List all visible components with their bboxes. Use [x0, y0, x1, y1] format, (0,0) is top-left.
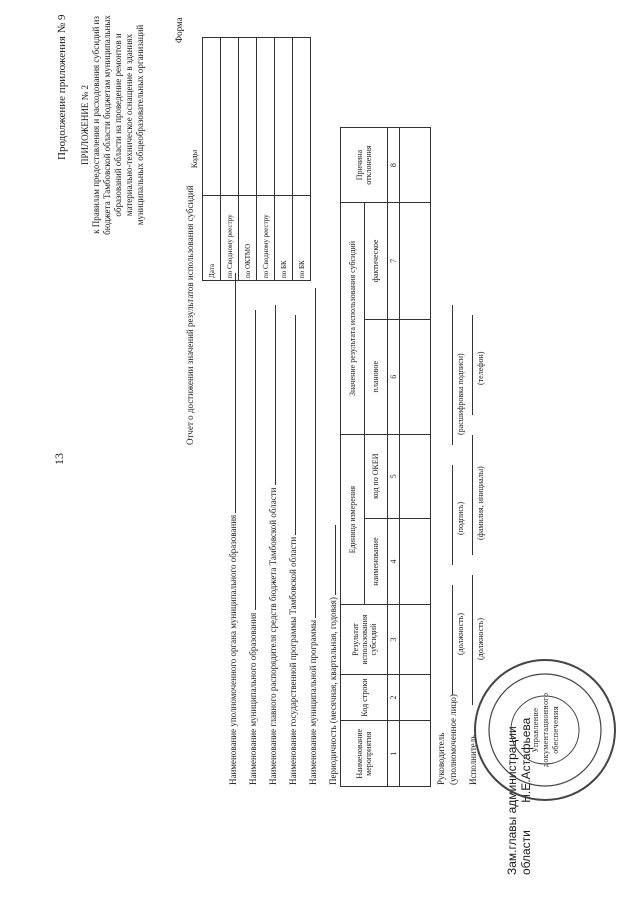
stamp-text-3: обеспечения — [552, 706, 560, 754]
col-number: 6 — [388, 319, 400, 434]
field-municipal-program — [308, 288, 319, 785]
field-label: Наименование главного распорядителя средств бюджета Тамбовской области — [268, 487, 278, 785]
field-municipality — [248, 310, 259, 785]
head-signature-hint: (подпись) — [456, 501, 465, 535]
codes-row-label: по ОКТМО — [239, 196, 257, 281]
codes-row-label: по БК — [275, 196, 293, 281]
col-unit: Единица измерения — [341, 434, 365, 605]
report-title: Отчет о достижении значений результатов использования субсидий — [185, 185, 195, 445]
appendix-block — [80, 5, 146, 245]
table-cell[interactable] — [400, 721, 431, 787]
field-state-program — [288, 315, 299, 785]
continuation-title: Продолжение приложения № 9 — [56, 14, 68, 160]
table-cell[interactable] — [400, 128, 431, 203]
field-blank[interactable] — [235, 273, 236, 513]
table-cell[interactable] — [400, 434, 431, 518]
field-periodicity — [328, 525, 339, 785]
codes-row-value[interactable] — [275, 38, 293, 196]
codes-block — [190, 37, 311, 281]
head-position-line[interactable] — [452, 585, 453, 695]
codes-row — [221, 38, 239, 281]
page-number: 13 — [52, 453, 66, 465]
form-label: Форма — [174, 17, 184, 43]
col-number: 1 — [388, 721, 400, 787]
col-planned: плановое — [364, 319, 388, 434]
appendix-line-5: муниципальных общеобразовательных организаций — [135, 24, 145, 226]
field-blank[interactable] — [335, 525, 336, 595]
col-unit-name: наименование — [364, 518, 388, 605]
deputy-line-2: области — [519, 830, 533, 875]
codes-row-value[interactable] — [203, 38, 221, 196]
deputy-line-1: Зам.главы администрации — [505, 726, 519, 875]
executor-label: Исполнитель — [468, 734, 478, 785]
col-number: 3 — [388, 605, 400, 674]
field-blank[interactable] — [255, 310, 256, 610]
table-cell[interactable] — [400, 605, 431, 674]
official-stamp — [470, 655, 620, 805]
col-result: Результат использования субсидий — [341, 605, 388, 674]
appendix-line-4: материально-техническое оснащение в зданиях — [124, 33, 134, 217]
codes-row — [239, 38, 257, 281]
codes-row-label: по Сводному реестру — [257, 196, 275, 281]
appendix-title: ПРИЛОЖЕНИЕ № 2 — [80, 84, 90, 166]
col-value: Значение результата использования субсидий — [341, 203, 365, 435]
field-label: Наименование государственной программы Тамбовской области — [288, 536, 298, 785]
field-authorized-body — [228, 273, 239, 785]
codes-row — [257, 38, 275, 281]
codes-row-value[interactable] — [221, 38, 239, 196]
codes-row — [293, 38, 311, 281]
col-code: Код строки — [341, 674, 388, 721]
codes-row-value[interactable] — [293, 38, 311, 196]
codes-table — [202, 37, 311, 281]
table-row — [400, 128, 431, 787]
stamp-text-2: документационного — [542, 692, 550, 768]
field-label: Наименование муниципальной программы — [308, 619, 318, 785]
col-number: 5 — [388, 434, 400, 518]
appendix-line-1: к Правилам предоставления и расходования субсидий из — [91, 16, 101, 234]
table-cell[interactable] — [400, 674, 431, 721]
field-chief-manager — [268, 305, 279, 785]
codes-row-value[interactable] — [239, 38, 257, 196]
stamp-text-1: Управление — [532, 707, 540, 753]
head-decoding-line[interactable] — [452, 305, 453, 445]
col-number: 8 — [388, 128, 400, 203]
head-signature-line[interactable] — [452, 465, 453, 565]
head-label-1: Руководитель — [436, 732, 446, 785]
executor-name-line[interactable] — [472, 435, 473, 555]
table-cell[interactable] — [400, 518, 431, 605]
col-event: Наименование мероприятия — [341, 721, 388, 787]
codes-row-label: Дата — [203, 196, 221, 281]
head-position-hint: (должность) — [456, 613, 465, 655]
table-cell[interactable] — [400, 319, 431, 434]
codes-row — [275, 38, 293, 281]
appendix-line-2: бюджета Тамбовской области бюджетам муниципальных — [102, 15, 112, 235]
executor-position-hint: (должность) — [476, 618, 485, 660]
codes-row-label: по БК — [293, 196, 311, 281]
col-number: 4 — [388, 518, 400, 605]
col-actual: фактическое — [364, 203, 388, 319]
field-label: Наименование уполномоченного органа муниципального образования — [228, 514, 238, 785]
field-label: Периодичность (месячная, квартальная, годовая) — [328, 597, 338, 785]
results-table — [340, 127, 431, 787]
table-cell[interactable] — [400, 203, 431, 319]
appendix-line-3: образований области на проведение ремонтов и — [113, 33, 123, 217]
executor-phone-hint: (телефон) — [476, 351, 485, 385]
executor-name-hint: (фамилия, инициалы) — [476, 466, 485, 540]
col-reason: Причина отклонения — [341, 128, 388, 203]
head-decoding-hint: (расшифровка подписи) — [456, 353, 465, 435]
head-label-2: (уполномоченное лицо) — [448, 694, 458, 785]
table-number-row — [388, 128, 400, 787]
table-header-row — [341, 128, 365, 787]
codes-row — [203, 38, 221, 281]
executor-phone-line[interactable] — [472, 315, 473, 415]
field-blank[interactable] — [315, 288, 316, 618]
codes-title: Коды — [190, 149, 199, 169]
codes-row-label: по Сводному реестру — [221, 196, 239, 281]
col-number: 2 — [388, 674, 400, 721]
col-number: 7 — [388, 203, 400, 319]
field-blank[interactable] — [295, 315, 296, 535]
field-blank[interactable] — [275, 305, 276, 485]
col-unit-okei: код по ОКЕИ — [364, 434, 388, 518]
codes-row-value[interactable] — [257, 38, 275, 196]
field-label: Наименование муниципального образования — [248, 612, 258, 785]
deputy-name: Н.Е.Астафьева — [519, 717, 533, 803]
